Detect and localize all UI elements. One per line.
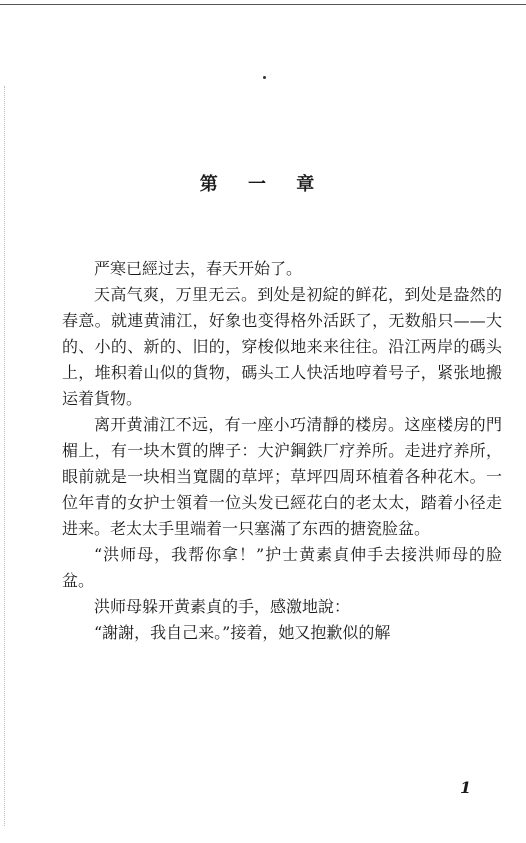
chapter-title: 第 一 章 xyxy=(199,174,327,195)
page-number: 1 xyxy=(460,778,472,797)
body-text xyxy=(62,256,502,646)
paragraph: 离开黄浦江不远，有一座小巧清靜的楼房。这座楼房的門楣上，有一块木質的牌子：大沪鋼鉄厂疗养所。走进疗养所，眼前就是一块相当寬闊的草坪；草坪四周环植着各种花木。一位年青的女护士領着一位头发已經花白的老太太，踏着小径走进来。老太太手里端着一只塞滿了东西的搪瓷脸盆。 xyxy=(62,415,502,538)
paragraph: “謝謝，我自己来。”接着，她又抱歉似的解 xyxy=(94,623,391,642)
paragraph: “洪师母，我帮你拿！”护士黄素貞伸手去接洪师母的脸盆。 xyxy=(62,545,502,590)
page-top-border xyxy=(0,4,526,5)
page-left-margin-rule xyxy=(4,86,5,826)
paragraph: 天高气爽，万里无云。到处是初綻的鲜花，到处是盎然的春意。就連黄浦江，好象也变得格外活跃了，无数船只——大的、小的、新的、旧的，穿梭似地来来往往。沿江两岸的碼头上，堆积着山似的貨物，碼头工人快活地哼着号子，紧张地搬运着貨物。 xyxy=(62,285,502,408)
paragraph: 洪师母躲开黄素貞的手，感激地說： xyxy=(94,597,351,616)
print-speck xyxy=(263,76,266,79)
paragraph: 严寒已經过去，春天开始了。 xyxy=(94,259,303,278)
